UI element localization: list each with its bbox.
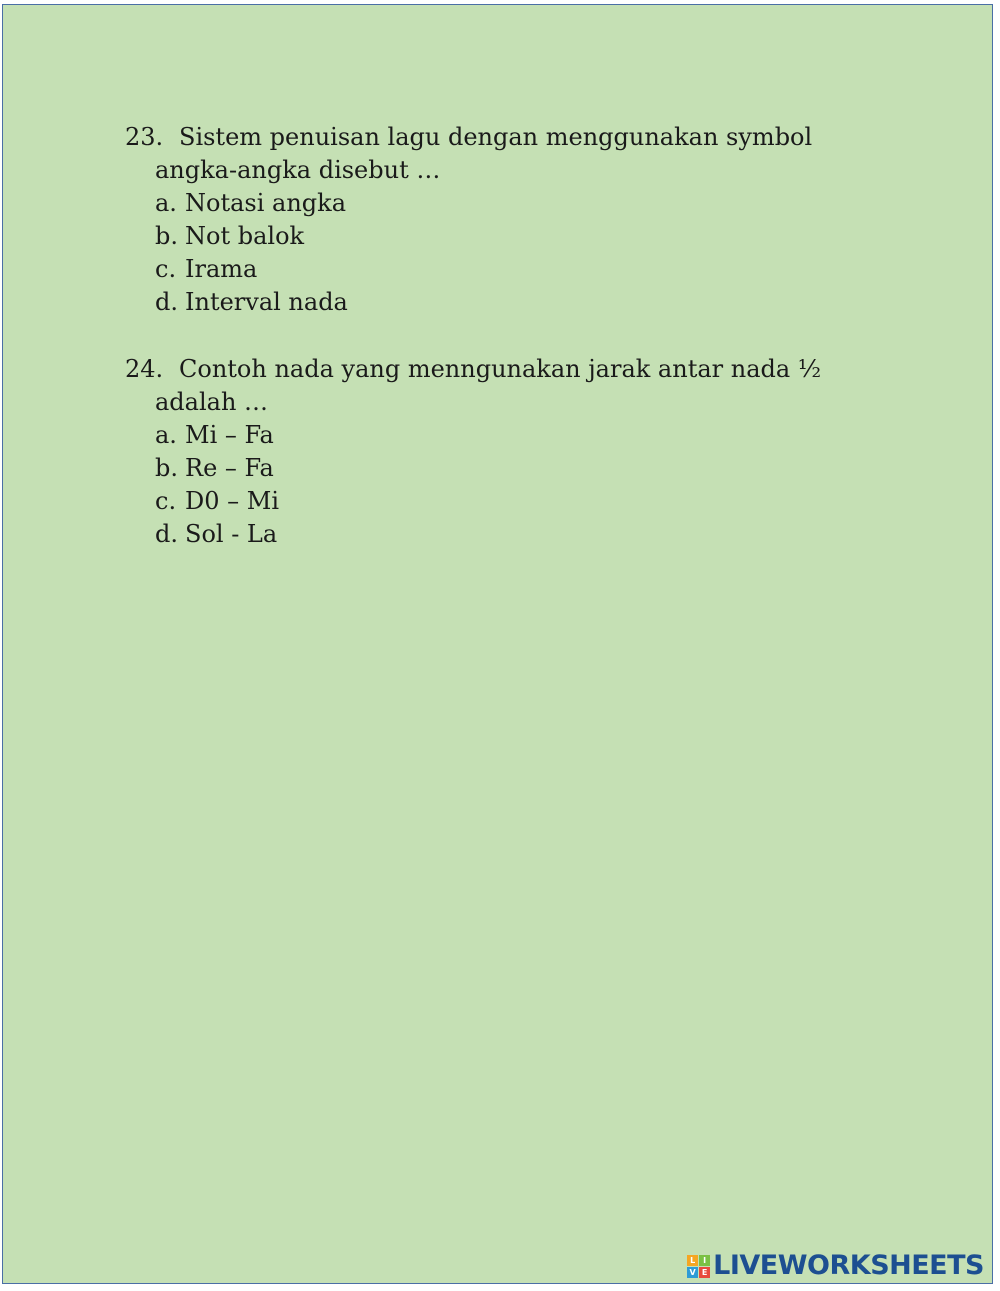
question-23 <box>125 121 812 319</box>
question-number: 23. <box>125 123 164 151</box>
question-text-line2: angka-angka disebut … <box>155 156 441 184</box>
option-text: Not balok <box>185 222 305 250</box>
option-text: Notasi angka <box>185 189 347 217</box>
option-text: Interval nada <box>185 288 348 316</box>
option-letter: a. <box>155 189 177 217</box>
question-text: Contoh nada yang menngunakan jarak antar nada ½ <box>179 355 822 383</box>
answer-option-c[interactable] <box>125 253 812 286</box>
answer-option-d[interactable] <box>125 518 821 551</box>
option-letter: c. <box>155 255 177 283</box>
worksheet-page <box>2 4 993 1284</box>
option-text: Re – Fa <box>185 454 274 482</box>
logo-blocks-icon <box>687 1255 710 1278</box>
option-letter: d. <box>155 520 178 548</box>
question-24 <box>125 353 821 551</box>
logo-block: I <box>699 1255 710 1266</box>
answer-option-b[interactable] <box>125 452 821 485</box>
answer-option-a[interactable] <box>125 187 812 220</box>
option-text: D0 – Mi <box>185 487 280 515</box>
question-text: Sistem penuisan lagu dengan menggunakan symbol <box>179 123 813 151</box>
option-text: Irama <box>185 255 258 283</box>
question-text-line2: adalah … <box>155 388 269 416</box>
option-letter: b. <box>155 454 178 482</box>
answer-option-c[interactable] <box>125 485 821 518</box>
question-text-line1 <box>125 353 821 386</box>
logo-text: LIVEWORKSHEETS <box>713 1250 984 1281</box>
logo-block: V <box>687 1267 698 1278</box>
option-letter: c. <box>155 487 177 515</box>
question-text-line1 <box>125 121 812 154</box>
option-text: Sol - La <box>185 520 278 548</box>
liveworksheets-logo <box>687 1252 984 1280</box>
question-number: 24. <box>125 355 164 383</box>
option-letter: b. <box>155 222 178 250</box>
logo-block: E <box>699 1267 710 1278</box>
logo-block: L <box>687 1255 698 1266</box>
option-letter: d. <box>155 288 178 316</box>
option-letter: a. <box>155 421 177 449</box>
answer-option-a[interactable] <box>125 419 821 452</box>
answer-option-d[interactable] <box>125 286 812 319</box>
option-text: Mi – Fa <box>185 421 274 449</box>
answer-option-b[interactable] <box>125 220 812 253</box>
